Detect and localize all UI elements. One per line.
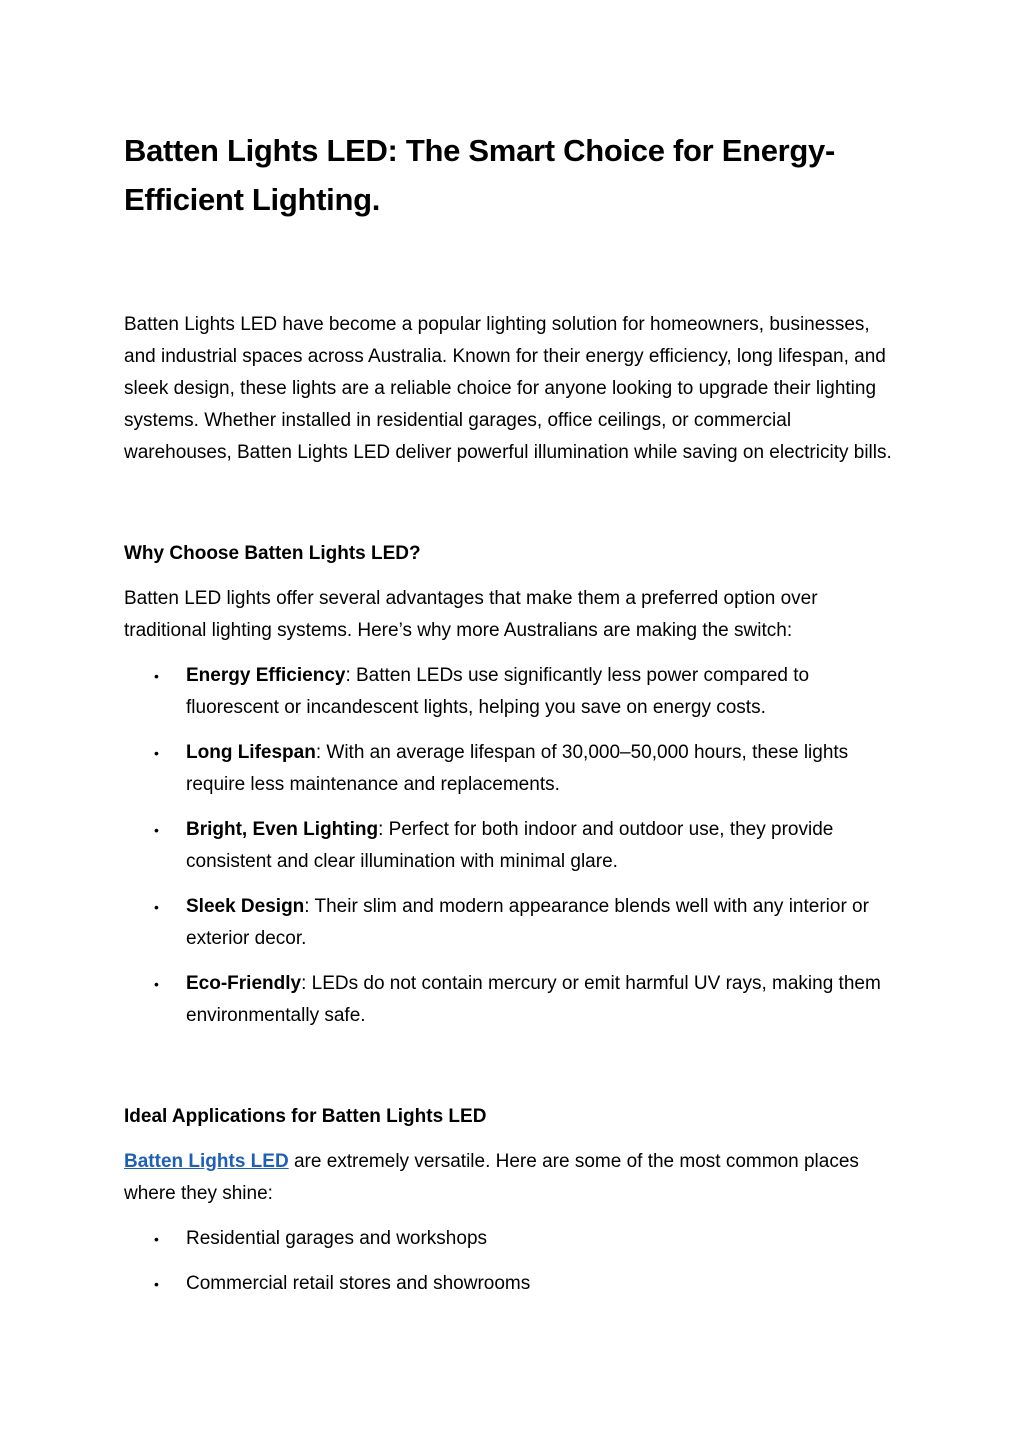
application-text: Residential garages and workshops [186, 1228, 488, 1249]
benefit-term: Sleek Design [186, 896, 305, 917]
bullet-icon: • [154, 976, 159, 992]
why-heading: Why Choose Batten Lights LED? [124, 543, 421, 564]
applications-heading: Ideal Applications for Batten Lights LED [124, 1106, 487, 1127]
bullet-icon: • [154, 822, 159, 838]
list-item [124, 891, 900, 955]
list-item [124, 1223, 900, 1255]
benefit-text: : With an average lifespan of 30,000–50,000 hours, these lights require less maintenance and replacements. [186, 742, 849, 795]
bullet-icon: • [154, 1231, 159, 1247]
list-item [124, 1268, 900, 1300]
applications-list [124, 1223, 900, 1300]
list-item [124, 660, 900, 724]
benefits-list [124, 660, 900, 1032]
document-page [124, 126, 900, 1300]
bullet-icon: • [154, 1276, 159, 1292]
benefit-term: Eco-Friendly [186, 973, 302, 994]
intro-paragraph: Batten Lights LED have become a popular lighting solution for homeowners, businesses, and industrial spaces across Australia. Known for their energy efficiency, long lifespan, and sleek design, these lights are a reliable choice for anyone looking to upgrade their lighting systems. Whether installed in residential garages, office ceilings, or commercial warehouses, Batten Lights LED deliver powerful illumination while saving on electricity bills. [124, 314, 892, 463]
applications-lead-text: are extremely versatile. Here are some of the most common places where they shine: [124, 1151, 859, 1204]
application-text: Commercial retail stores and showrooms [186, 1273, 531, 1294]
document-title: Batten Lights LED: The Smart Choice for Energy-Efficient Lighting. [124, 133, 836, 217]
why-lead-paragraph: Batten LED lights offer several advantages that make them a preferred option over traditional lighting systems. Here’s why more Australians are making the switch: [124, 588, 818, 641]
bullet-icon: • [154, 899, 159, 915]
bullet-icon: • [154, 745, 159, 761]
batten-lights-led-link[interactable]: Batten Lights LED [124, 1151, 289, 1172]
benefit-term: Long Lifespan [186, 742, 316, 763]
benefit-term: Bright, Even Lighting [186, 819, 379, 840]
list-item [124, 737, 900, 801]
benefit-text: : Their slim and modern appearance blends well with any interior or exterior decor. [186, 896, 869, 949]
applications-lead-paragraph [124, 1146, 900, 1210]
list-item [124, 814, 900, 878]
bullet-icon: • [154, 668, 159, 684]
benefit-text: : Perfect for both indoor and outdoor use, they provide consistent and clear illumination with minimal glare. [186, 819, 834, 872]
benefit-text: : Batten LEDs use significantly less power compared to fluorescent or incandescent lights, helping you save on energy costs. [186, 665, 810, 718]
benefit-text: : LEDs do not contain mercury or emit harmful UV rays, making them environmentally safe. [186, 973, 881, 1026]
benefit-term: Energy Efficiency [186, 665, 346, 686]
list-item [124, 968, 900, 1032]
